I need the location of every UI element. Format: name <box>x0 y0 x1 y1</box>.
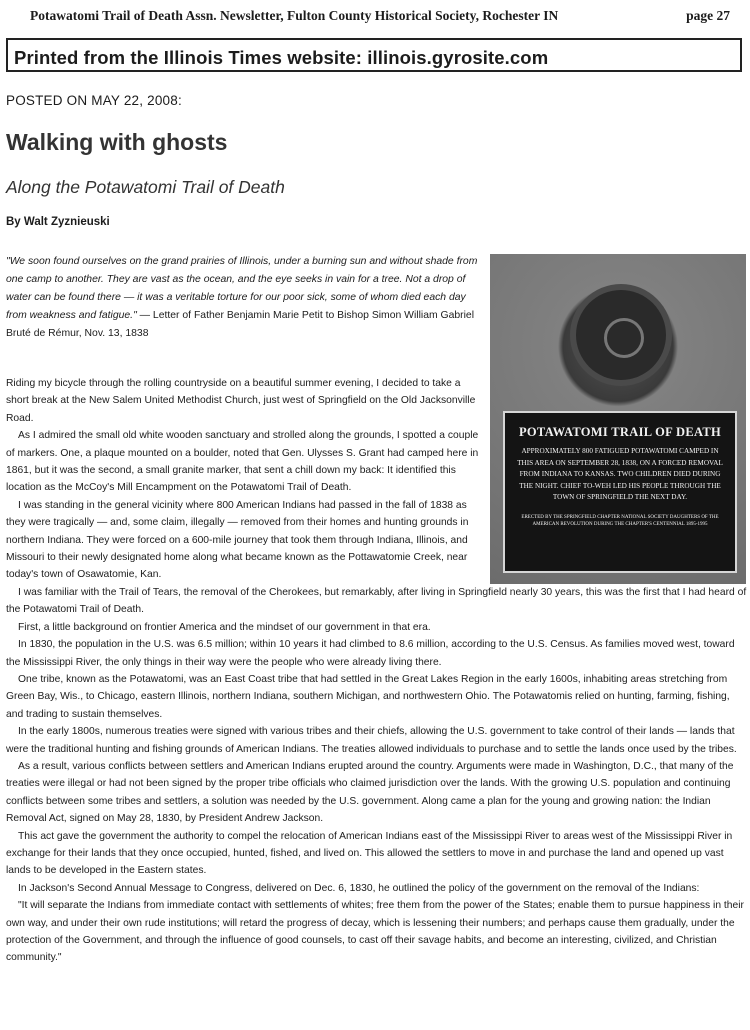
printed-from-box <box>6 38 742 72</box>
paragraph: In 1830, the population in the U.S. was 6.5 million; within 10 years it had climbed to 8.6 million, according to the U.S. Census. As families moved west, toward the Mississippi River, the only things in their way were the people who were already living there. <box>6 639 735 668</box>
quote-text: "We soon found ourselves on the grand prairies of Illinois, under a burning sun and without shade from one camp to another. They are vast as the ocean, and the eye seeks in vain for a tree. Not a drop of water can be found there — it was a veritable torture for our poor sick, some of whom died each day from weakness and fatigue." <box>6 256 478 321</box>
plaque-sponsor: ERECTED BY THE SPRINGFIELD CHAPTER NATIONAL SOCIETY DAUGHTERS OF THE AMERICAN REVOLUTION DURING THE CHAPTER'S CENTENNIAL 1895-1995 <box>521 514 719 527</box>
byline: By Walt Zyznieuski <box>6 216 110 228</box>
plaque-title: POTAWATOMI TRAIL OF DEATH <box>518 425 722 439</box>
paragraph: First, a little background on frontier America and the mindset of our government in that era. <box>18 621 431 633</box>
paragraph: "It will separate the Indians from immediate contact with settlements of whites; free them from the power of the States; enable them to pursue happiness in their own way, and under their own rude institutions; will retard the progress of decay, which is lessening their numbers; and perhaps cause them gradually, under the protection of the Government, and through the influence of good counsels, to cast off their savage habits, and become an interesting, civilized, and Christian community." <box>6 900 744 964</box>
paragraph: One tribe, known as the Potawatomi, was an East Coast tribe that had settled in the Great Lakes Region in the early 1600s, inhabiting areas stretching from Green Bay, Wis., to Chicago, eastern Illinois, northern Indiana, southern Michigan, and northwestern Ohio. The Potawatomis relied on hunting, farming, fishing, and trading to sustain themselves. <box>6 673 730 720</box>
paragraph: As I admired the small old white wooden sanctuary and strolled along the grounds, I spotted a couple of markers. One, a plaque mounted on a boulder, noted that Gen. Ulysses S. Grant had camped here in 1861, but it was the second, a small granite marker, that sent a chill down my back: It identified this location as the McCoy's Mill Encampment on the Potawatomi Trail of Death. <box>6 430 479 494</box>
plaque-text: APPROXIMATELY 800 FATIGUED POTAWATOMI CAMPED IN THIS AREA ON SEPTEMBER 28, 1838, ON A FORCED REMOVAL FROM INDIANA TO KANSAS. TWO CHILDREN DIED DURING THE NIGHT. CHIEF TO-WEH LED HIS PEOPLE THROUGH THE TOWN OF SPRINGFIELD THE NEXT DAY. <box>517 447 723 501</box>
newsletter-title: Potawatomi Trail of Death Assn. Newsletter, Fulton County Historical Society, Rochester IN <box>30 8 559 23</box>
paragraph: In the early 1800s, numerous treaties were signed with various tribes and their chiefs, allowing the U.S. government to take control of their lands — lands that were the traditional hunting and fishing grounds of American Indians. The treaties allowed individuals to purchase and to settle the lands once used by the tribes. <box>6 726 737 755</box>
paragraph: As a result, various conflicts between settlers and American Indians erupted around the country. Arguments were made in Washington, D.C., that many of the treaties were illegal or had not been signed by the proper tribe officials who claimed jurisdiction over the lands. With the growing U.S. population and continuing conflicts between some tribes and settlers, a solution was needed by the U.S. government. Along came a plan for the young and growing nation: the Indian Removal Act, signed on May 28, 1830, by President Andrew Jackson. <box>6 760 734 825</box>
quote-attribution: — Letter of Father Benjamin Marie Petit to Bishop Simon William Gabriel Bruté de Rémur, Nov. 13, 1838 <box>6 310 475 339</box>
epigraph-quote <box>6 253 481 343</box>
paragraph: Riding my bicycle through the rolling countryside on a beautiful summer evening, I decided to take a short break at the New Salem United Methodist Church, just west of Springfield on the Old Jacksonville Road. <box>6 378 476 424</box>
paragraph: In Jackson's Second Annual Message to Congress, delivered on Dec. 6, 1830, he outlined the policy of the government on the removal of the Indians: <box>18 882 700 894</box>
posted-date: POSTED ON MAY 22, 2008: <box>6 93 182 108</box>
newsletter-header <box>30 8 730 24</box>
paragraph: This act gave the government the authority to compel the relocation of American Indians east of the Mississippi River to areas west of the Mississippi River in exchange for their lands that they once occupied, hunted, fished, and lived on. This allowed the settlers to move in and purchase the land and opened up vast lands to be developed in the Eastern states. <box>6 830 733 877</box>
article-body <box>6 375 748 967</box>
paragraph: I was familiar with the Trail of Tears, the removal of the Cherokees, but remarkably, after living in Springfield nearly 30 years, this was the first that I had heard of the Potawatomi Trail of Death. <box>6 586 747 616</box>
article-subtitle: Along the Potawatomi Trail of Death <box>6 177 285 197</box>
printed-from-text: Printed from the Illinois Times website: illinois.gyrosite.com <box>14 47 549 68</box>
paragraph: I was standing in the general vicinity where 800 American Indians had passed in the fall of 1838 as they were tragically — and, some claim, illegally — removed from their homes and hunting grounds in northern Indiana. They were forced on a 600-mile journey that took them through Indiana, Illinois, and Missouri to their newly designated home along what became known as the Pottawatomie Creek, near today's town of Osawatomie, Kan. <box>6 499 469 581</box>
page-number: page 27 <box>686 8 730 23</box>
article-title: Walking with ghosts <box>6 129 228 155</box>
seal-emblem <box>576 290 666 380</box>
